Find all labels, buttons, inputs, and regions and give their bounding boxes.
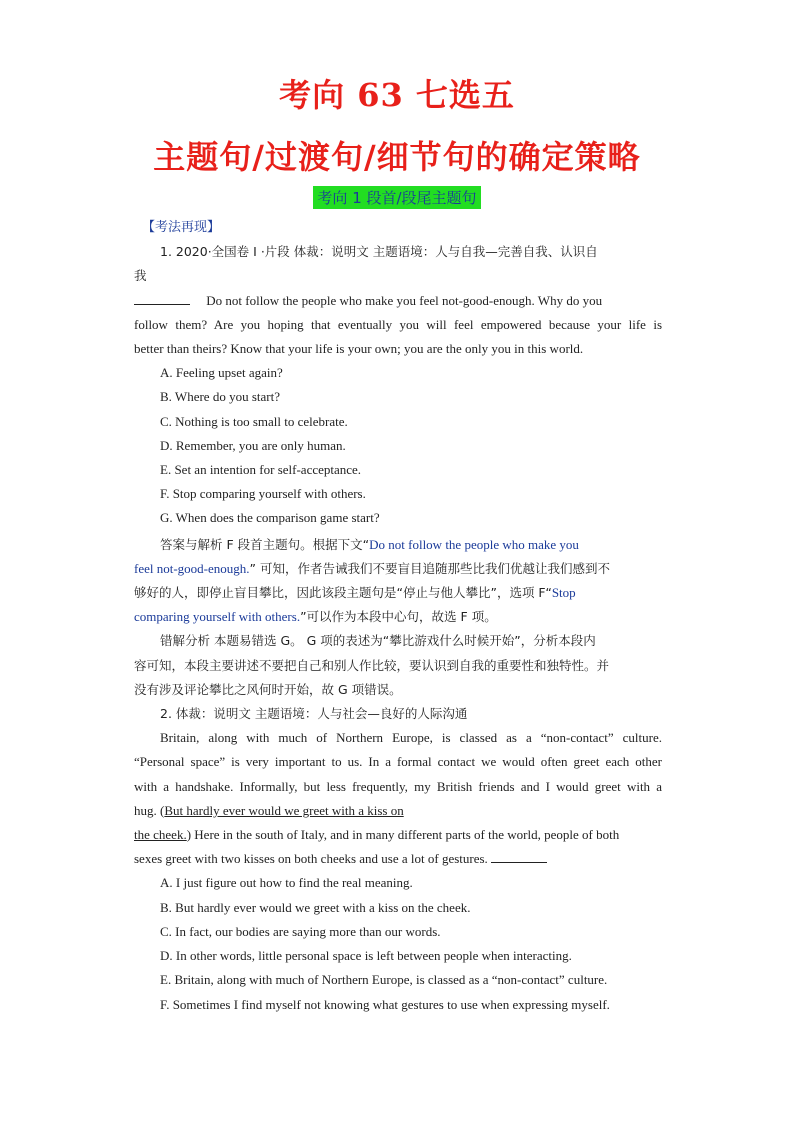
q1-passage-line2: follow them? Are you hoping that eventually you will feel empowered because your life is [134, 316, 662, 332]
q2-option-e: E. Britain, along with much of Northern Europe, is classed as a “non-contact” culture. [160, 972, 608, 988]
q1-passage-line3: better than theirs? Know that your life is your own; you are the only you in this world. [134, 341, 584, 357]
section-tag: 考向 1 段首/段尾主题句 [313, 186, 480, 209]
q1-error-line1: 错解分析 本题易错选 G。 G 项的表述为“攀比游戏什么时候开始”，分析本段内 [160, 633, 596, 649]
q2-passage-line4: hug. (But hardly ever would we greet with a kiss on [134, 802, 404, 818]
section-tag-wrap [0, 186, 794, 209]
q2-passage-line1: Britain, along with much of Northern Europe, is classed as a “non-contact” culture. [160, 730, 662, 746]
q2-passage-line6: sexes greet with two kisses on both cheeks and use a lot of gestures. [134, 847, 662, 871]
page-subtitle: 主题句/过渡句/细节句的确定策略 [153, 138, 641, 176]
q2-option-c: C. In fact, our bodies are saying more than our words. [160, 923, 441, 939]
q2-passage-line2: “Personal space” is very important to us. In a formal contact we would often greet each other [134, 754, 662, 770]
q2-underlined-answer: But hardly ever would we greet with a kiss on [164, 802, 404, 818]
page-title: 考向 63 七选五 [279, 76, 515, 114]
q1-error-line3: 没有涉及评论攀比之风何时开始，故 G 项错误。 [134, 681, 402, 697]
q2-passage-line3: with a handshake. Informally, but less frequently, my British friends and I would greet with a [134, 778, 662, 794]
q1-option-e: E. Set an intention for self-acceptance. [160, 462, 362, 478]
q1-meta-line1: 1. 2020·全国卷 I ·片段 体裁：说明文 主题语境：人与自我—完善自我、认识自 [160, 244, 598, 260]
q1-option-f: F. Stop comparing yourself with others. [160, 486, 366, 502]
q1-option-b: B. Where do you start? [160, 389, 280, 405]
q1-option-g: G. When does the comparison game start? [160, 510, 380, 526]
q1-answer-line1: 答案与解析 F 段首主题句。根据下文“Do not follow the people who make you [160, 536, 579, 552]
content [134, 216, 662, 1017]
q2-answer-blank [491, 850, 547, 863]
kaofa-label: 【考法再现】 [142, 220, 221, 235]
q1-meta-line2: 我 [134, 268, 147, 284]
q1-answer-blank [134, 292, 190, 305]
q2-passage-line5: the cheek.) Here in the south of Italy, and in many different parts of the world, people of both [134, 827, 620, 843]
q2-option-a: A. I just figure out how to find the real meaning. [160, 875, 413, 891]
q2-meta-line: 2. 体裁：说明文 主题语境：人与社会—良好的人际沟通 [160, 706, 468, 722]
q1-option-a: A. Feeling upset again? [160, 365, 283, 381]
q1-option-d: D. Remember, you are only human. [160, 437, 346, 453]
q1-answer-line3: 够好的人，即停止盲目攀比，因此该段主题句是“停止与他人攀比”，选项 F“Stop [134, 585, 576, 601]
q2-option-d: D. In other words, little personal space is left between people when interacting. [160, 948, 572, 964]
q1-error-line2: 容可知，本段主要讲述不要把自己和别人作比较，要认识到自我的重要性和独特性。并 [134, 657, 610, 673]
q1-passage-line1 [134, 289, 662, 313]
q1-option-c: C. Nothing is too small to celebrate. [160, 413, 348, 429]
q1-passage-text1: Do not follow the people who make you feel not-good-enough. Why do you [206, 292, 603, 308]
q2-option-b: B. But hardly ever would we greet with a kiss on the cheek. [160, 899, 471, 915]
q2-option-f: F. Sometimes I find myself not knowing what gestures to use when expressing myself. [160, 996, 610, 1012]
q1-answer-line2: feel not-good-enough.” 可知，作者告诫我们不要盲目追随那些比我们优越让我们感到不 [134, 560, 610, 576]
q1-answer-line4: comparing yourself with others.”可以作为本段中心句，故选 F 项。 [134, 609, 497, 625]
